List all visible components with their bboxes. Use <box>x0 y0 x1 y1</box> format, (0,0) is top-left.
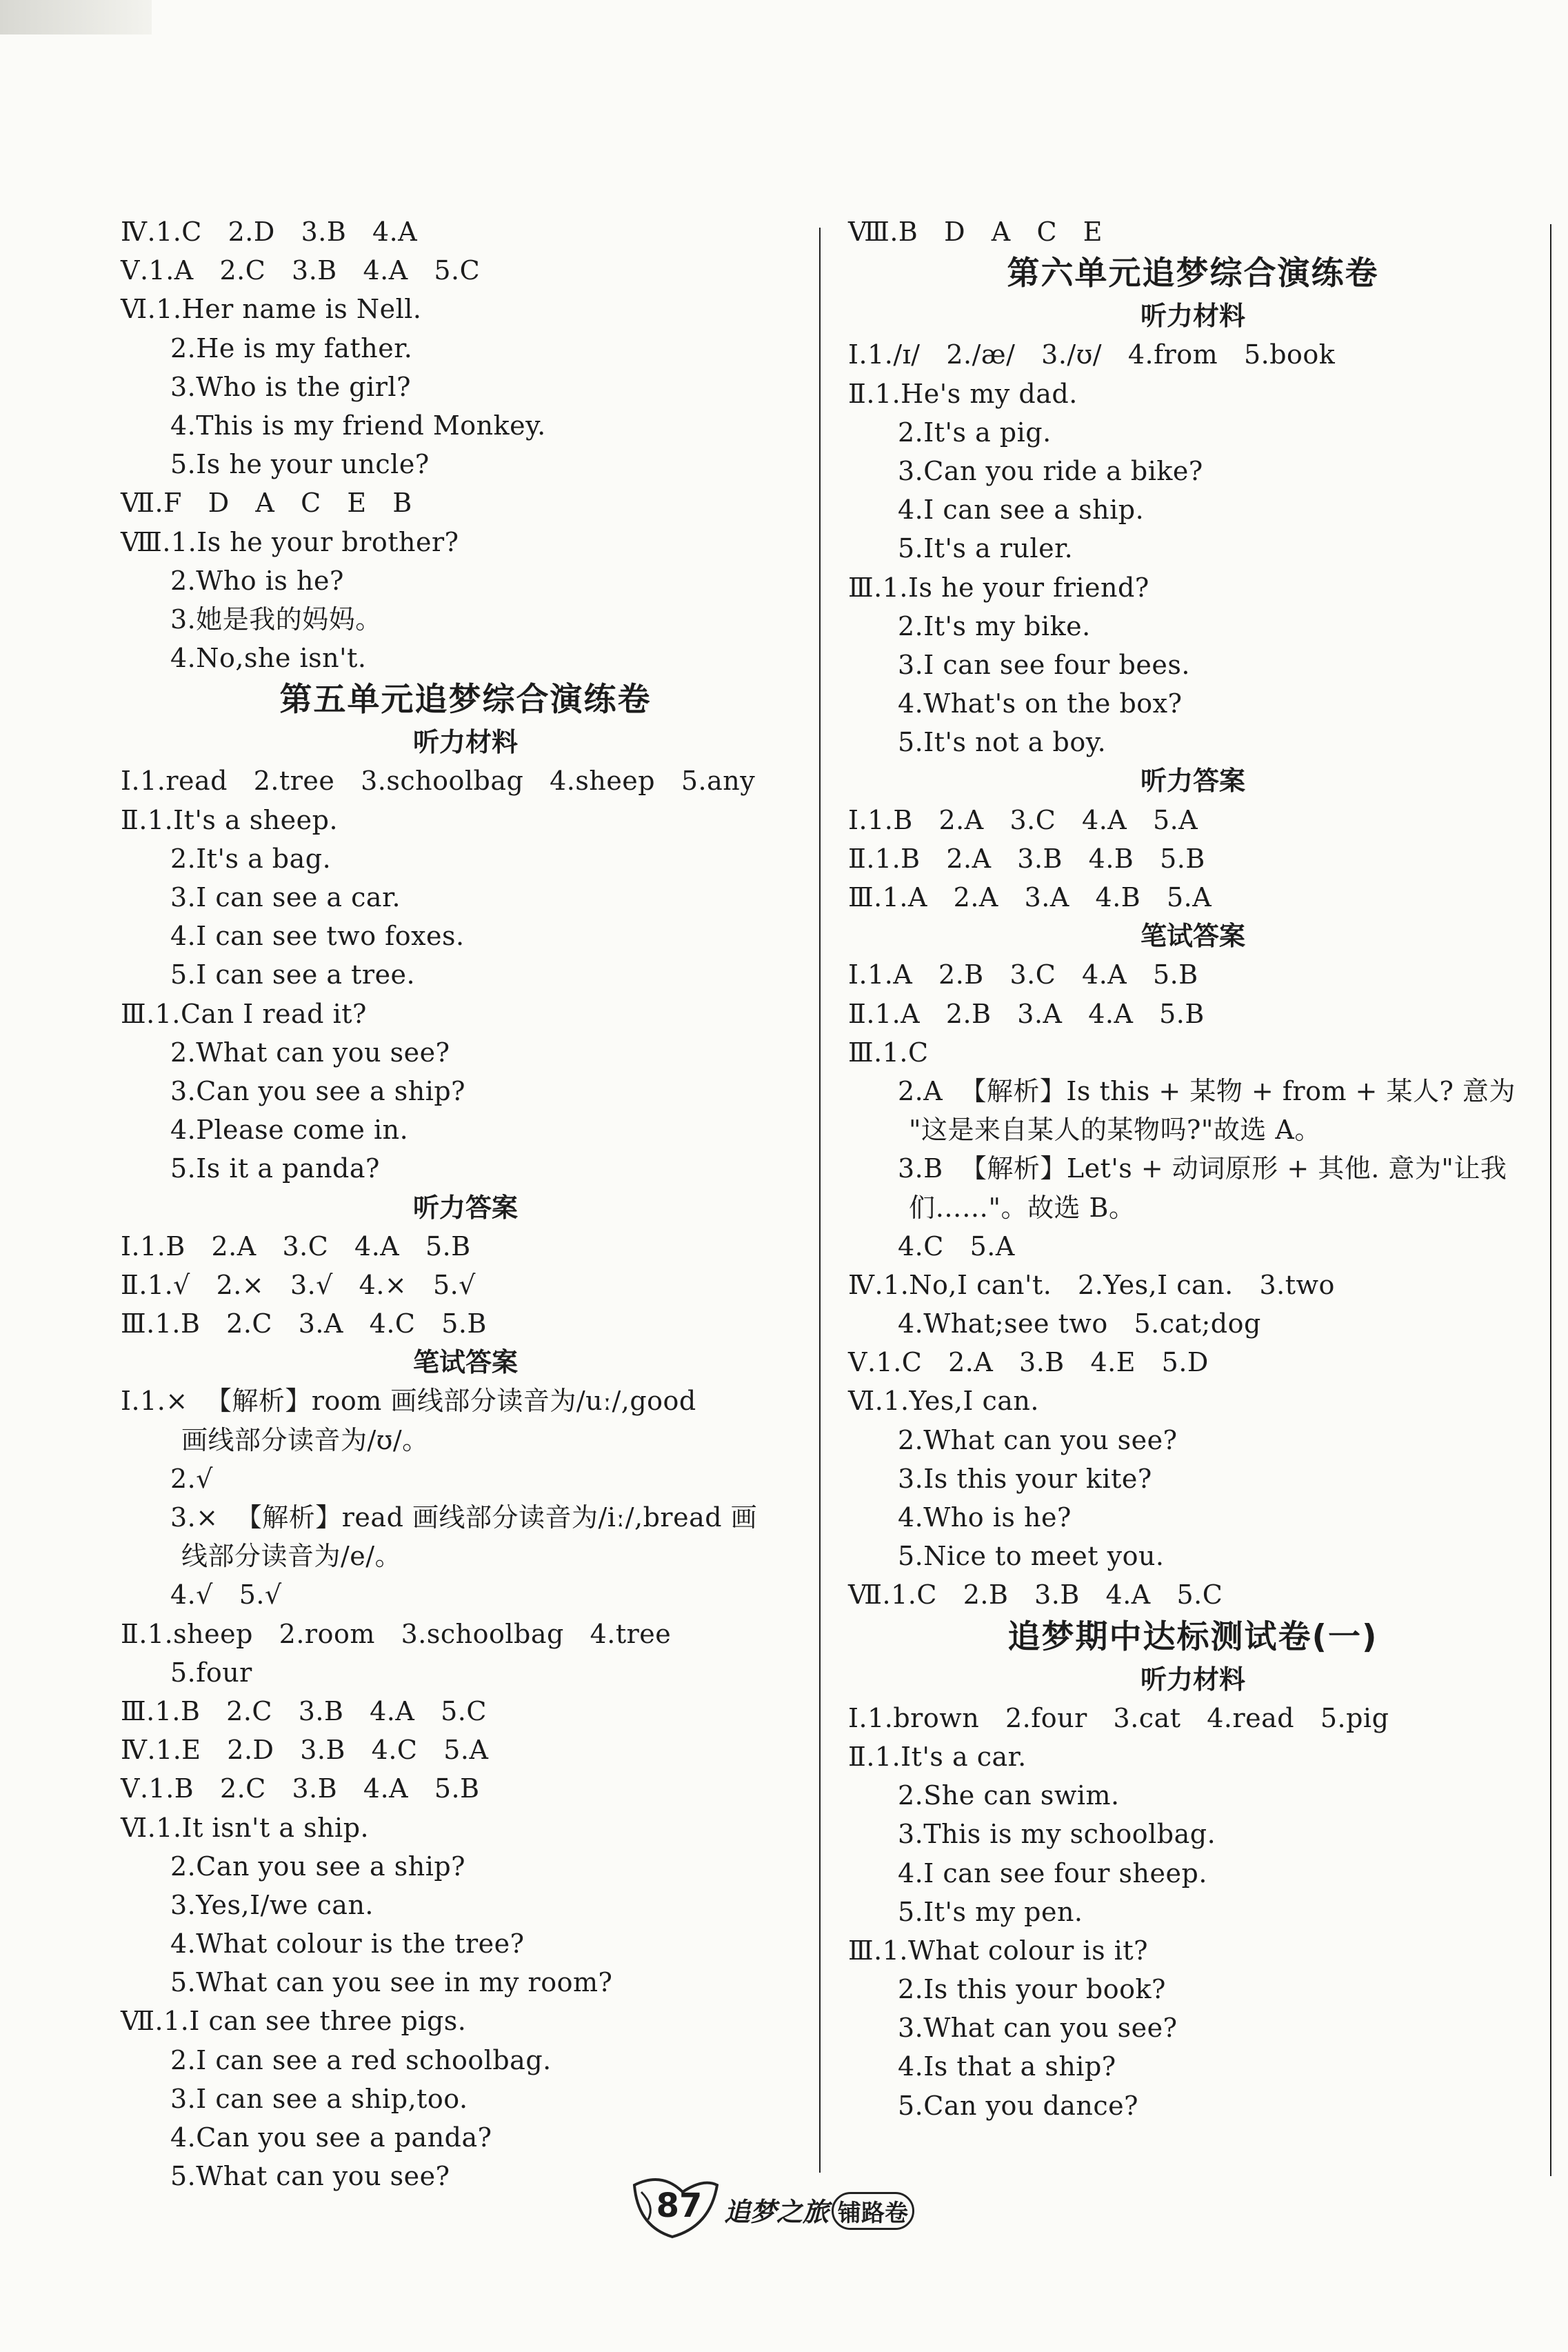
answer-line: 5.Is it a panda? <box>170 1153 380 1184</box>
answer-line: Ⅰ.1.A 2.B 3.C 4.A 5.B <box>848 959 1198 990</box>
answer-line: 2.What can you see? <box>170 1037 450 1068</box>
answer-line: 线部分读音为/e/。 <box>181 1541 402 1572</box>
answer-line: 4.Who is he? <box>898 1502 1072 1533</box>
answer-line: 3.I can see four bees. <box>898 649 1190 680</box>
answer-line: 2.Is this your book? <box>898 1974 1166 2005</box>
answer-line: 5.It's a ruler. <box>898 533 1074 564</box>
answer-line: 4.I can see a ship. <box>898 495 1145 526</box>
answer-line: 5.It's my pen. <box>898 1896 1083 1927</box>
answer-line: 4.I can see four sheep. <box>898 1857 1207 1888</box>
answer-line: 3.I can see a ship,too. <box>170 2083 468 2114</box>
answer-line: 2.He is my father. <box>170 332 413 363</box>
answer-line: Ⅴ.1.A 2.C 3.B 4.A 5.C <box>121 255 481 286</box>
answer-line: Ⅴ.1.B 2.C 3.B 4.A 5.B <box>121 1773 480 1804</box>
section-subtitle: 笔试答案 <box>1140 921 1245 952</box>
answer-line: 3.Can you ride a bike? <box>898 455 1203 486</box>
answer-line: 3.她是我的妈妈。 <box>170 604 382 635</box>
answer-line: 5.Can you dance? <box>898 2090 1139 2121</box>
answer-line: Ⅰ.1.× 【解析】room 画线部分读音为/uː/,good <box>121 1386 696 1417</box>
answer-line: Ⅲ.1.B 2.C 3.A 4.C 5.B <box>121 1308 487 1339</box>
answer-line: Ⅰ.1.B 2.A 3.C 4.A 5.A <box>848 804 1198 835</box>
answer-line: 2.A 【解析】Is this + 某物 + from + 某人? 意为 <box>898 1075 1516 1106</box>
answer-line: Ⅳ.1.E 2.D 3.B 4.C 5.A <box>121 1735 489 1766</box>
answer-line: 2.It's a pig. <box>898 417 1052 448</box>
brand-badge: 铺路卷 <box>832 2192 914 2230</box>
answer-line: 5.What can you see? <box>170 2161 450 2192</box>
answer-line: 2.Can you see a ship? <box>170 1851 466 1882</box>
answer-line: Ⅲ.1.Can I read it? <box>121 998 367 1029</box>
answer-line: Ⅳ.1.C 2.D 3.B 4.A <box>121 217 418 247</box>
answer-line: Ⅲ.1.C <box>848 1037 929 1068</box>
answer-line: 4.I can see two foxes. <box>170 921 465 952</box>
answer-line: 画线部分读音为/ʊ/。 <box>181 1424 429 1455</box>
section-subtitle: 听力答案 <box>412 1192 518 1223</box>
answer-line: Ⅶ.F D A C E B <box>121 488 412 519</box>
answer-line: 3.× 【解析】read 画线部分读音为/iː/,bread 画 <box>170 1502 758 1533</box>
answer-line: Ⅴ.1.C 2.A 3.B 4.E 5.D <box>848 1347 1209 1378</box>
section-subtitle: 听力材料 <box>1140 301 1245 332</box>
answer-line: 3.This is my schoolbag. <box>898 1819 1216 1850</box>
answer-line: Ⅵ.1.It isn't a ship. <box>121 1812 370 1843</box>
answer-line: 5.Nice to meet you. <box>898 1541 1165 1572</box>
section-title: 追梦期中达标测试卷(一) <box>1007 1617 1378 1656</box>
answer-line: 5.I can see a tree. <box>170 959 416 990</box>
answer-line: 2.What can you see? <box>898 1424 1178 1455</box>
brand-logo <box>724 2191 914 2230</box>
answer-line: 2.She can swim. <box>898 1780 1120 1811</box>
answer-line: Ⅱ.1.He's my dad. <box>848 378 1078 409</box>
answer-line: 2.√ <box>170 1463 213 1494</box>
answer-line: 4.What colour is the tree? <box>170 1929 525 1960</box>
answer-line: 2.I can see a red schoolbag. <box>170 2044 552 2075</box>
answer-line: 2.Who is he? <box>170 565 344 596</box>
answer-line: 5.four <box>170 1657 252 1688</box>
answer-line: 4.Please come in. <box>170 1115 409 1146</box>
answer-line: Ⅱ.1.sheep 2.room 3.schoolbag 4.tree <box>121 1618 672 1649</box>
answer-line: Ⅳ.1.No,I can't. 2.Yes,I can. 3.two <box>848 1269 1335 1300</box>
answer-line: 2.It's a bag. <box>170 843 332 874</box>
answer-line: 4.C 5.A <box>898 1230 1015 1262</box>
answer-line: 3.Yes,I/we can. <box>170 1889 374 1920</box>
answer-line: 4.√ 5.√ <box>170 1579 282 1611</box>
section-subtitle: 听力材料 <box>1140 1664 1245 1695</box>
right-edge-rule <box>1550 224 1551 2176</box>
answer-line: 3.Can you see a ship? <box>170 1075 466 1106</box>
left-column <box>121 212 810 2195</box>
answer-line: 5.Is he your uncle? <box>170 449 430 480</box>
answer-line: 2.It's my bike. <box>898 610 1091 641</box>
answer-line: Ⅰ.1.read 2.tree 3.schoolbag 4.sheep 5.any <box>121 766 756 797</box>
answer-line: "这是来自某人的某物吗?"故选 A。 <box>909 1115 1321 1146</box>
answer-line: Ⅷ.1.Is he your brother? <box>121 526 459 557</box>
answer-line: Ⅱ.1.A 2.B 3.A 4.A 5.B <box>848 998 1205 1029</box>
section-title: 第六单元追梦综合演练卷 <box>1007 255 1379 293</box>
page-footer <box>621 2171 952 2247</box>
answer-line: 4.This is my friend Monkey. <box>170 410 546 441</box>
answer-line: 3.B 【解析】Let's + 动词原形 + 其他. 意为"让我 <box>898 1153 1507 1184</box>
answer-line: Ⅰ.1.brown 2.four 3.cat 4.read 5.pig <box>848 1702 1389 1733</box>
answer-line: Ⅶ.1.C 2.B 3.B 4.A 5.C <box>848 1579 1223 1611</box>
answer-line: 们……"。故选 B。 <box>909 1192 1136 1223</box>
answer-line: 3.Who is the girl? <box>170 371 411 402</box>
brand-name: 追梦之旅 <box>724 2197 830 2227</box>
answer-line: Ⅱ.1.B 2.A 3.B 4.B 5.B <box>848 843 1205 874</box>
answer-line: 3.I can see a car. <box>170 882 401 913</box>
answer-line: Ⅱ.1.It's a car. <box>848 1741 1027 1772</box>
answer-line: 3.What can you see? <box>898 2013 1178 2044</box>
answer-line: Ⅲ.1.B 2.C 3.B 4.A 5.C <box>121 1695 487 1726</box>
answer-line: Ⅱ.1.It's a sheep. <box>121 804 339 835</box>
answer-line: 4.No,she isn't. <box>170 643 367 674</box>
section-subtitle: 笔试答案 <box>412 1347 518 1378</box>
answer-line: 4.Is that a ship? <box>898 2051 1116 2082</box>
answer-line: Ⅱ.1.√ 2.× 3.√ 4.× 5.√ <box>121 1269 476 1300</box>
section-subtitle: 听力材料 <box>412 727 518 758</box>
answer-line: Ⅲ.1.A 2.A 3.A 4.B 5.A <box>848 882 1212 913</box>
section-title: 第五单元追梦综合演练卷 <box>279 681 652 719</box>
answer-line: 4.Can you see a panda? <box>170 2122 492 2153</box>
section-subtitle: 听力答案 <box>1140 766 1245 797</box>
answer-line: Ⅶ.1.I can see three pigs. <box>121 2006 467 2037</box>
right-column <box>848 212 1538 2125</box>
answer-line: Ⅵ.1.Her name is Nell. <box>121 294 422 325</box>
answer-line: Ⅷ.B D A C E <box>848 217 1103 247</box>
answer-line: Ⅰ.1.B 2.A 3.C 4.A 5.B <box>121 1230 471 1262</box>
answer-line: 3.Is this your kite? <box>898 1463 1152 1494</box>
column-divider <box>819 228 821 2173</box>
answer-line: Ⅰ.1./ɪ/ 2./æ/ 3./ʊ/ 4.from 5.book <box>848 339 1336 370</box>
scan-corner-mark <box>0 0 152 34</box>
answer-line: Ⅲ.1.Is he your friend? <box>848 572 1149 603</box>
answer-line: 4.What;see two 5.cat;dog <box>898 1308 1261 1339</box>
answer-line: 5.It's not a boy. <box>898 727 1107 758</box>
answer-line: 4.What's on the box? <box>898 688 1183 719</box>
answer-line: Ⅵ.1.Yes,I can. <box>848 1386 1039 1417</box>
answer-line: 5.What can you see in my room? <box>170 1967 613 1998</box>
answer-line: Ⅲ.1.What colour is it? <box>848 1935 1148 1966</box>
page-number: 87 <box>656 2186 703 2225</box>
